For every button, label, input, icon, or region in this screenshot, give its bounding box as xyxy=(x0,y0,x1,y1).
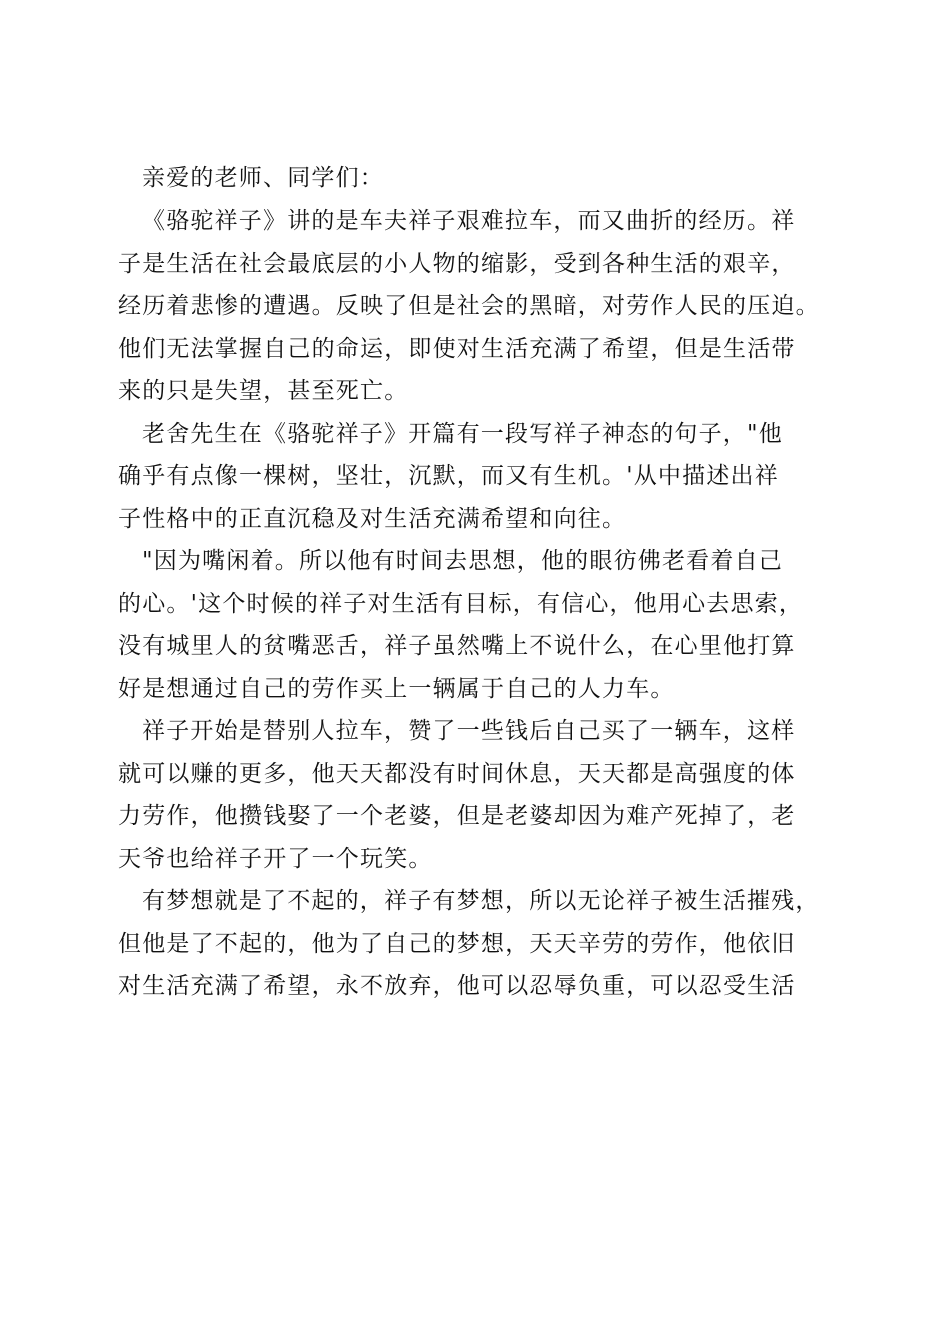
text-line: 力劳作，他攒钱娶了一个老婆，但是老婆却因为难产死掉了，老 xyxy=(118,803,796,829)
text-line: 有梦想就是了不起的，祥子有梦想，所以无论祥子被生活摧残， xyxy=(142,888,820,914)
paragraph-4 xyxy=(118,710,848,880)
text-line: 就可以赚的更多，他天天都没有时间休息，天天都是高强度的体 xyxy=(118,760,796,787)
text-line: 子性格中的正直沉稳及对生活充满希望和向往。 xyxy=(118,505,627,532)
text-line: "因为嘴闲着。所以他有时间去思想，他的眼彷佛老看着自己 xyxy=(142,548,783,574)
text-line: 《骆驼祥子》讲的是车夫祥子艰难拉车，而又曲折的经历。祥 xyxy=(142,208,796,234)
greeting-line: 亲爱的老师、同学们： xyxy=(142,165,384,191)
text-line: 天爷也给祥子开了一个玩笑。 xyxy=(118,845,433,872)
text-line: 确乎有点像一棵树，坚壮，沉默，而又有生机。'从中描述出祥 xyxy=(118,463,779,489)
text-line: 他们无法掌握自己的命运，即使对生活充满了希望，但是生活带 xyxy=(118,335,796,362)
text-line: 来的只是失望，甚至死亡。 xyxy=(118,378,409,404)
text-line: 老舍先生在《骆驼祥子》开篇有一段写祥子神态的句子，"他 xyxy=(142,420,783,447)
text-line: 的心。'这个时候的祥子对生活有目标，有信心，他用心去思索， xyxy=(118,590,804,617)
text-line: 但他是了不起的，他为了自己的梦想，天天辛劳的劳作，他依旧 xyxy=(118,930,796,957)
text-line: 经历着悲惨的遭遇。反映了但是社会的黑暗，对劳作人民的压迫。 xyxy=(118,293,820,319)
text-line: 好是想通过自己的劳作买上一辆属于自己的人力车。 xyxy=(118,675,675,702)
paragraph-2 xyxy=(118,413,848,541)
text-line: 祥子开始是替别人拉车，赞了一些钱后自己买了一辆车，这样 xyxy=(142,718,796,744)
document-body xyxy=(118,156,848,1008)
paragraph-1 xyxy=(118,200,848,413)
text-line: 没有城里人的贫嘴恶舌，祥子虽然嘴上不说什么，在心里他打算 xyxy=(118,633,796,659)
paragraph-5 xyxy=(118,880,848,1008)
text-line: 对生活充满了希望，永不放弃，他可以忍辱负重，可以忍受生活 xyxy=(118,973,796,999)
paragraph-3 xyxy=(118,540,848,710)
text-line: 子是生活在社会最底层的小人物的缩影，受到各种生活的艰辛， xyxy=(118,250,796,277)
